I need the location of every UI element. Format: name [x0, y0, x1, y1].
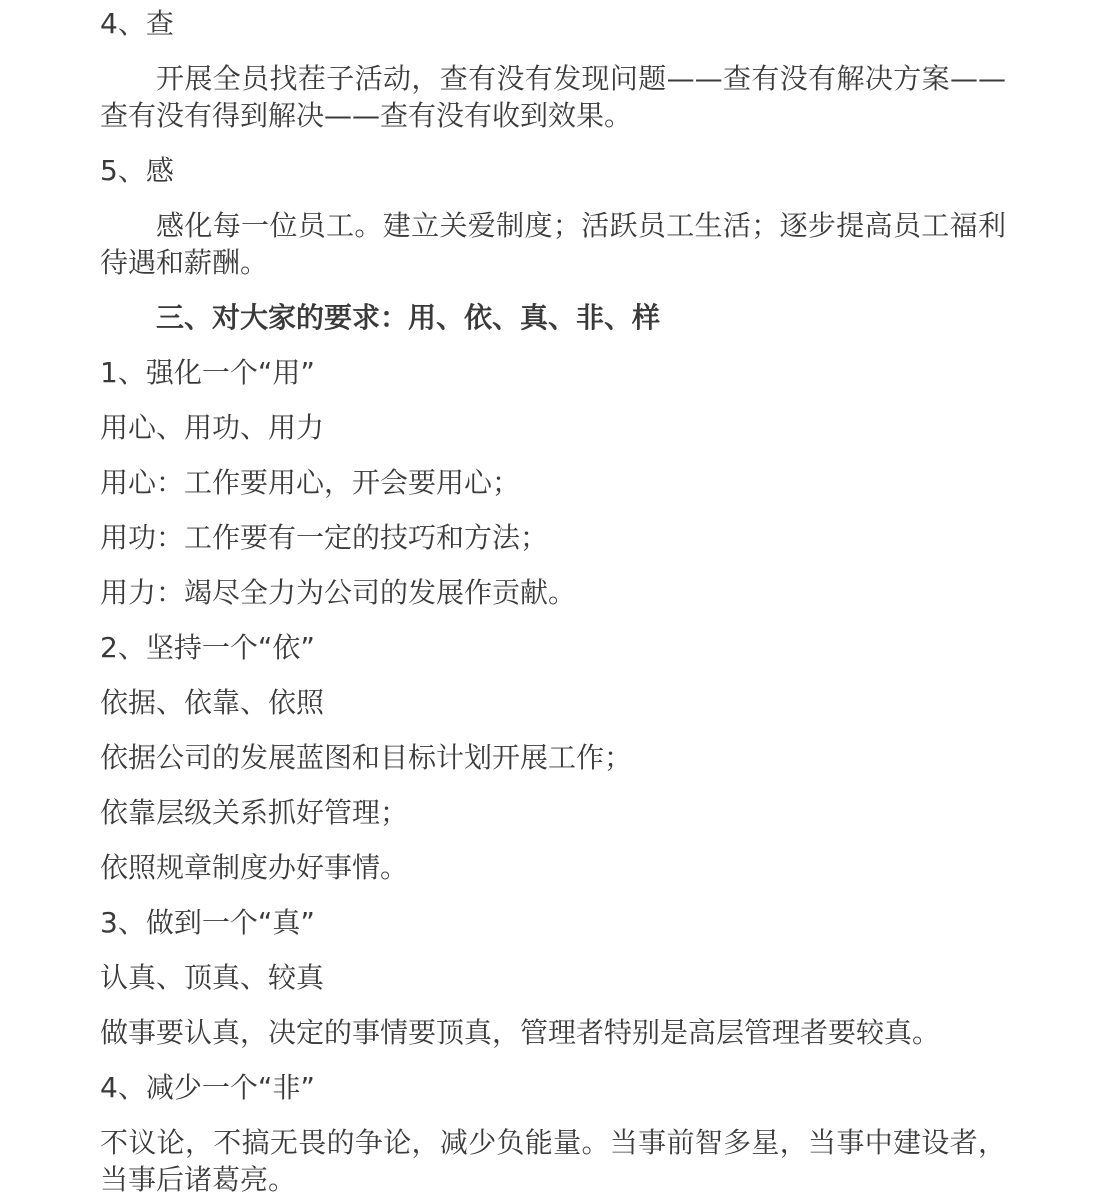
list-item-5-gan: 5、感 — [100, 154, 174, 187]
list-item-4-fei: 4、减少一个“非” — [100, 1071, 315, 1104]
paragraph-yongli: 用力：竭尽全力为公司的发展作贡献。 — [100, 576, 577, 609]
paragraph-yong-triple: 用心、用功、用力 — [100, 411, 325, 444]
paragraph-fei-description: 不议论，不搞无畏的争论，减少负能量。当事前智多星，当事中建设者，当事后诸葛亮。 — [100, 1126, 1006, 1196]
paragraph-cha-description: 开展全员找茬子活动，查有没有发现问题——查有没有解决方案——查有没有得到解决——查有没有收到效果。 — [100, 62, 1006, 132]
paragraph-yikao: 依靠层级关系抓好管理； — [100, 796, 409, 829]
paragraph-yi-triple: 依据、依靠、依照 — [100, 686, 325, 719]
paragraph-yiju: 依据公司的发展蓝图和目标计划开展工作； — [100, 741, 633, 774]
paragraph-zhen-triple: 认真、顶真、较真 — [100, 961, 325, 994]
list-item-4-cha: 4、查 — [100, 7, 174, 40]
section-heading-requirements: 三、对大家的要求：用、依、真、非、样 — [156, 301, 661, 334]
paragraph-yonggong: 用功：工作要有一定的技巧和方法； — [100, 521, 549, 554]
paragraph-yongxin: 用心：工作要用心，开会要用心； — [100, 466, 521, 499]
list-item-2-yi: 2、坚持一个“依” — [100, 631, 315, 664]
paragraph-gan-description: 感化每一位员工。建立关爱制度；活跃员工生活；逐步提高员工福利待遇和薪酬。 — [100, 209, 1006, 279]
list-item-3-zhen: 3、做到一个“真” — [100, 906, 315, 939]
paragraph-yizhao: 依照规章制度办好事情。 — [100, 851, 409, 884]
paragraph-zhen-description: 做事要认真，决定的事情要顶真，管理者特别是高层管理者要较真。 — [100, 1016, 941, 1049]
list-item-1-yong: 1、强化一个“用” — [100, 356, 315, 389]
